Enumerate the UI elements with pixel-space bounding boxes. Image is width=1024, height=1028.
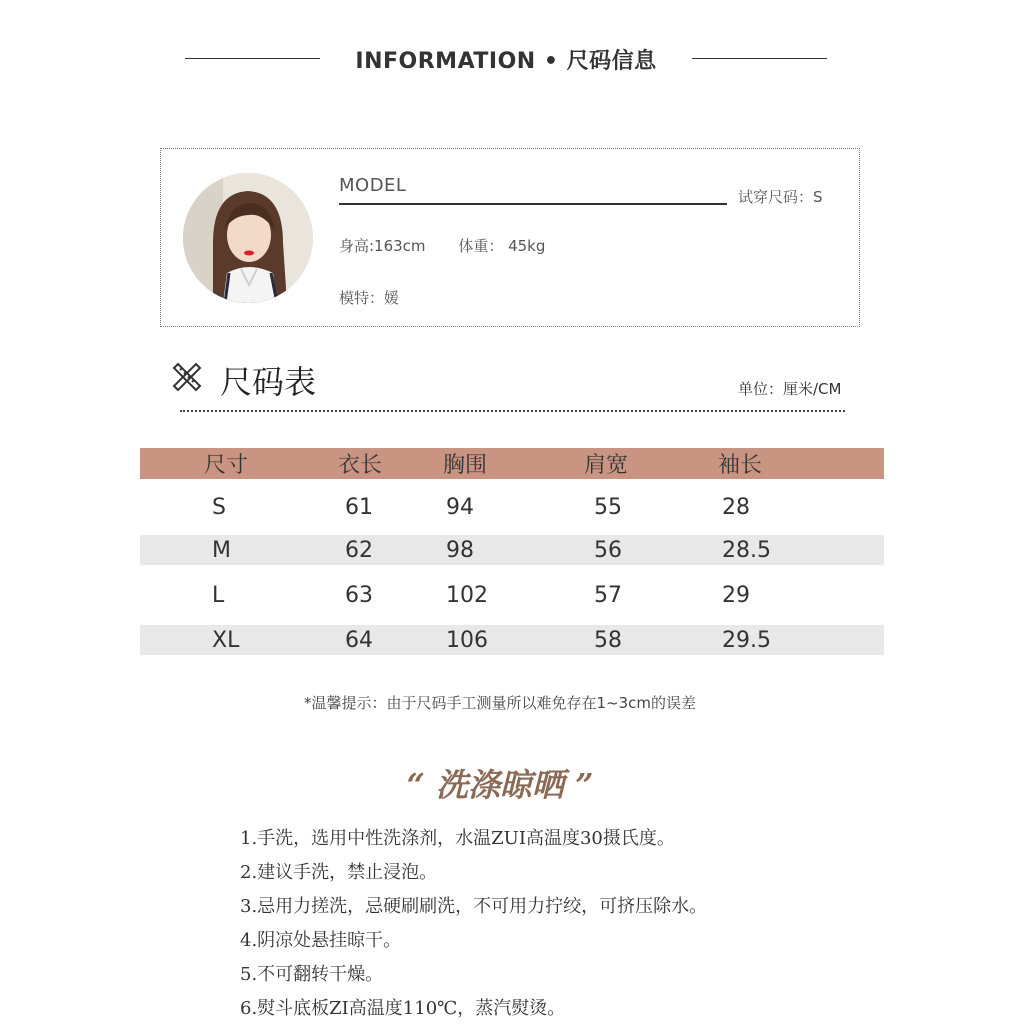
dotted-divider — [180, 410, 845, 412]
list-item: 1.手洗，选用中性洗涤剂，水温ZUI高温度30摄氏度。 — [240, 828, 675, 849]
list-item: 2.建议手洗，禁止浸泡。 — [240, 862, 438, 883]
table-row — [140, 625, 884, 655]
model-measurements — [339, 235, 573, 256]
table-cell: 106 — [443, 625, 584, 655]
table-cell: 98 — [443, 535, 584, 565]
table-cell: 28 — [722, 494, 750, 520]
col-header: 衣长 — [323, 448, 443, 479]
list-item: 6.熨斗底板ZI高温度110℃，蒸汽熨烫。 — [240, 998, 566, 1019]
table-row — [140, 565, 884, 625]
table-cell: 56 — [584, 535, 718, 565]
col-header: 袖长 — [718, 448, 884, 479]
size-table — [140, 448, 884, 655]
try-size: 试穿尺码：S — [738, 188, 823, 206]
measuring-tape-icon — [170, 360, 204, 394]
table-cell: XL — [140, 625, 323, 655]
col-header: 胸围 — [443, 448, 584, 479]
table-cell: 57 — [594, 582, 622, 608]
table-row — [140, 479, 884, 535]
page-title: INFORMATION • 尺码信息 — [355, 49, 657, 74]
table-cell: 64 — [323, 625, 443, 655]
table-cell: 28.5 — [718, 535, 884, 565]
table-cell: S — [212, 494, 226, 520]
table-row — [140, 535, 884, 565]
model-weight: 体重： 45kg — [458, 237, 546, 255]
col-header: 尺寸 — [140, 448, 323, 479]
table-cell: 63 — [345, 582, 373, 608]
list-item: 4.阴凉处悬挂晾干。 — [240, 930, 402, 951]
model-photo-icon — [183, 173, 313, 303]
model-height: 身高:163cm — [339, 237, 426, 255]
col-header: 肩宽 — [584, 448, 718, 479]
model-name: 模特：媛 — [339, 289, 400, 307]
washing-title: “ 洗涤晾晒 ” — [406, 766, 594, 804]
table-cell: 55 — [594, 494, 622, 520]
size-chart-title: 尺码表 — [220, 363, 317, 401]
table-cell: 58 — [584, 625, 718, 655]
table-header-row — [140, 448, 884, 479]
model-label: MODEL — [339, 175, 407, 196]
model-rule — [339, 203, 727, 205]
washing-list — [240, 824, 707, 1028]
table-cell: M — [140, 535, 323, 565]
measurement-note: *温馨提示：由于尺码手工测量所以难免存在1~3cm的误差 — [303, 694, 697, 712]
table-cell: 62 — [323, 535, 443, 565]
table-cell: 94 — [446, 494, 474, 520]
table-cell: 29 — [722, 582, 750, 608]
table-cell: 102 — [446, 582, 488, 608]
model-card — [160, 148, 860, 327]
list-item: 5.不可翻转干燥。 — [240, 964, 384, 985]
model-avatar — [183, 173, 313, 303]
table-cell: L — [212, 582, 225, 608]
header-line-left — [185, 58, 320, 59]
list-item: 3.忌用力搓洗，忌硬刷刷洗，不可用力拧绞，可挤压除水。 — [240, 896, 708, 917]
header-line-right — [692, 58, 827, 59]
table-cell: 61 — [345, 494, 373, 520]
table-cell: 29.5 — [718, 625, 884, 655]
unit-label: 单位：厘米/CM — [738, 380, 842, 398]
